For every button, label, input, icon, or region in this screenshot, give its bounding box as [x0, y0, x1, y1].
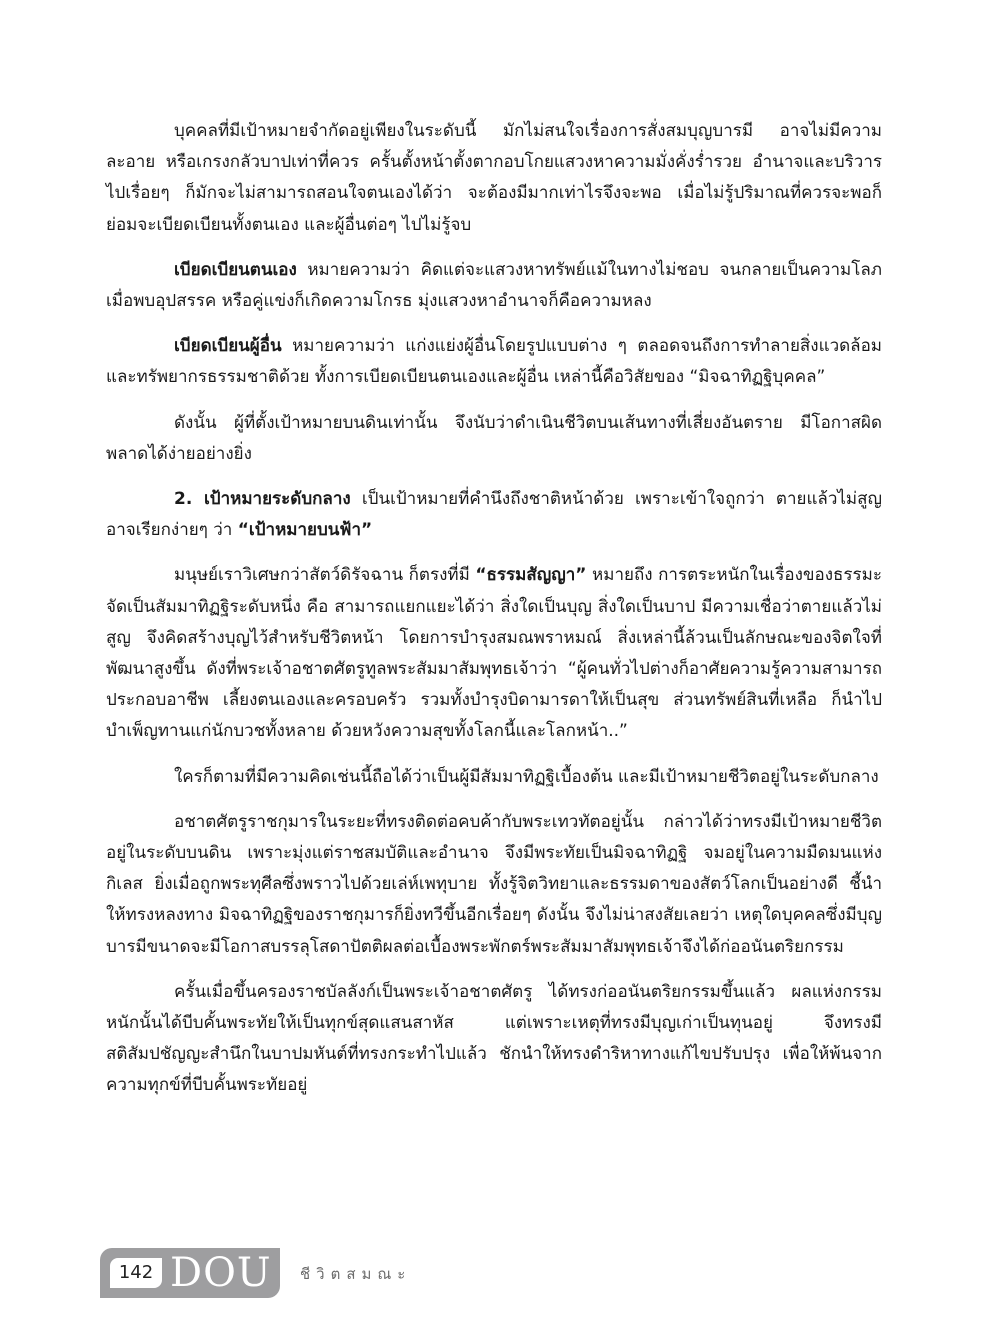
paragraph-1 [106, 116, 882, 241]
page-body [106, 116, 882, 1116]
paragraph-7 [106, 762, 882, 793]
term-harm-others: เบียดเบียนผู้อื่น [174, 336, 282, 357]
paragraph-2 [106, 255, 882, 317]
term-sky-goal: “เป้าหมายบนฟ้า” [237, 520, 373, 541]
page-footer [100, 1248, 700, 1298]
paragraph-text: บุคคลที่มีเป้าหมายจำกัดอยู่เพียงในระดับนี้ มักไม่สนใจเรื่องการสั่งสมบุญบารมี อาจไม่มีความละอาย หรือเกรงกลัวบาปเท่าที่ควร ครั้นตั้งหน้าตั้งตากอบโกยแสวงหาความมั่งคั่งร่ำรวย อำนาจและบริวารไปเรื่อยๆ ก็มักจะไม่สามารถสอนใจตนเองได้ว่า จะต้องมีมากเท่าไรจึงจะพอ เมื่อไม่รู้ปริมาณที่ควรจะพอก็ย่อมจะเบียดเบียนทั้งตนเอง และผู้อื่นต่อๆ ไปไม่รู้จบ [106, 121, 882, 235]
paragraph-4 [106, 408, 882, 470]
paragraph-3 [106, 331, 882, 393]
paragraph-9 [106, 977, 882, 1102]
brand-logo: DOU [170, 1250, 272, 1296]
paragraph-text: อชาตศัตรูราชกุมารในระยะที่ทรงติดต่อคบค้ากับพระเทวทัตอยู่นั้น กล่าวได้ว่าทรงมีเป้าหมายชีวิตอยู่ในระดับบนดิน เพราะมุ่งแต่ราชสมบัติและอำนาจ จึงมีพระทัยเป็นมิจฉาทิฏฐิ จมอยู่ในความมืดมนแห่งกิเลส ยิ่งเมื่อถูกพระทุศีลซึ่งพราวไปด้วยเล่ห์เพทุบาย ทั้งรู้จิตวิทยาและธรรมดาของสัตว์โลกเป็นอย่างดี ชี้นำให้ทรงหลงทาง มิจฉาทิฏฐิของราชกุมารก็ยิ่งทวีขึ้นอีกเรื่อยๆ ดังนั้น จึงไม่น่าสงสัยเลยว่า เหตุใดบุคคลซึ่งมีบุญบารมีขนาดจะมีโอกาสบรรลุโสดาปัตติผลต่อเบื้องพระพักตร์พระสัมมาสัมพุทธเจ้าจึงได้ก่ออนันตริยกรรม [106, 811, 882, 957]
paragraph-text: เป็นเป้าหมายที่คำนึงถึงชาติหน้าด้วย เพราะเข้าใจถูกว่า ตายแล้วไม่สูญ อาจเรียกง่ายๆ ว่า [106, 489, 882, 541]
paragraph-text: ดังนั้น ผู้ที่ตั้งเป้าหมายบนดินเท่านั้น จึงนับว่าดำเนินชีวิตบนเส้นทางที่เสี่ยงอันตราย มีโอกาสผิดพลาดได้ง่ายอย่างยิ่ง [106, 412, 882, 464]
paragraph-5 [106, 484, 882, 546]
paragraph-text: มนุษย์เราวิเศษกว่าสัตว์ดิรัจฉาน ก็ตรงที่มี [174, 565, 476, 586]
series-title: ชีวิตสมณะ [300, 1265, 412, 1283]
paragraph-text: หมายความว่า แก่งแย่งผู้อื่นโดยรูปแบบต่าง ๆ ตลอดจนถึงการทำลายสิ่งแวดล้อมและทรัพยากรธรรมชาติด้วย ทั้งการเบียดเบียนตนเองและผู้อื่น เหล่านี้คือวิสัยของ “มิจฉาทิฏฐิบุคคล” [106, 336, 882, 388]
page-number: 142 [110, 1258, 162, 1288]
footer-badge [100, 1248, 280, 1298]
paragraph-text: หมายถึง การตระหนักในเรื่องของธรรมะ จัดเป็นสัมมาทิฏฐิระดับหนึ่ง คือ สามารถแยกแยะได้ว่า สิ่งใดเป็นบุญ สิ่งใดเป็นบาป มีความเชื่อว่าตายแล้วไม่สูญ จึงคิดสร้างบุญไว้สำหรับชีวิตหน้า โดยการบำรุงสมณพราหมณ์ สิ่งเหล่านี้ล้วนเป็นลักษณะของจิตใจที่พัฒนาสูงขึ้น ดังที่พระเจ้าอชาตศัตรูทูลพระสัมมาสัมพุทธเจ้าว่า “ผู้คนทั่วไปต่างก็อาศัยความรู้ความสามารถประกอบอาชีพ เลี้ยงตนเองและครอบครัว รวมทั้งบำรุงบิดามารดาให้เป็นสุข ส่วนทรัพย์สินที่เหลือ ก็นำไปบำเพ็ญทานแก่นักบวชทั้งหลาย ด้วยหวังความสุขทั้งโลกนี้และโลกหน้า..” [106, 565, 882, 742]
paragraph-text: ใครก็ตามที่มีความคิดเช่นนี้ถือได้ว่าเป็นผู้มีสัมมาทิฏฐิเบื้องต้น และมีเป้าหมายชีวิตอยู่ในระดับกลาง [174, 766, 879, 787]
paragraph-8 [106, 807, 882, 963]
section-heading-middle-goal: 2. เป้าหมายระดับกลาง [174, 489, 351, 510]
term-self-harm: เบียดเบียนตนเอง [174, 259, 297, 280]
paragraph-6 [106, 560, 882, 747]
paragraph-text: ครั้นเมื่อขึ้นครองราชบัลลังก์เป็นพระเจ้าอชาตศัตรู ได้ทรงก่ออนันตริยกรรมขึ้นแล้ว ผลแห่งกรรมหนักนั้นได้บีบคั้นพระทัยให้เป็นทุกข์สุดแสนสาหัส แต่เพราะเหตุที่ทรงมีบุญเก่าเป็นทุนอยู่ จึงทรงมีสติสัมปชัญญะสำนึกในบาปมหันต์ที่ทรงกระทำไปแล้ว ชักนำให้ทรงดำริหาทางแก้ไขปรับปรุง เพื่อให้พ้นจากความทุกข์ที่บีบคั้นพระทัยอยู่ [106, 981, 882, 1096]
term-dhamma-sanna: “ธรรมสัญญา” [475, 565, 587, 586]
paragraph-text: หมายความว่า คิดแต่จะแสวงหาทรัพย์แม้ในทางไม่ชอบ จนกลายเป็นความโลภ เมื่อพบอุปสรรค หรือคู่แข่งก็เกิดความโกรธ มุ่งแสวงหาอำนาจก็คือความหลง [106, 259, 882, 312]
